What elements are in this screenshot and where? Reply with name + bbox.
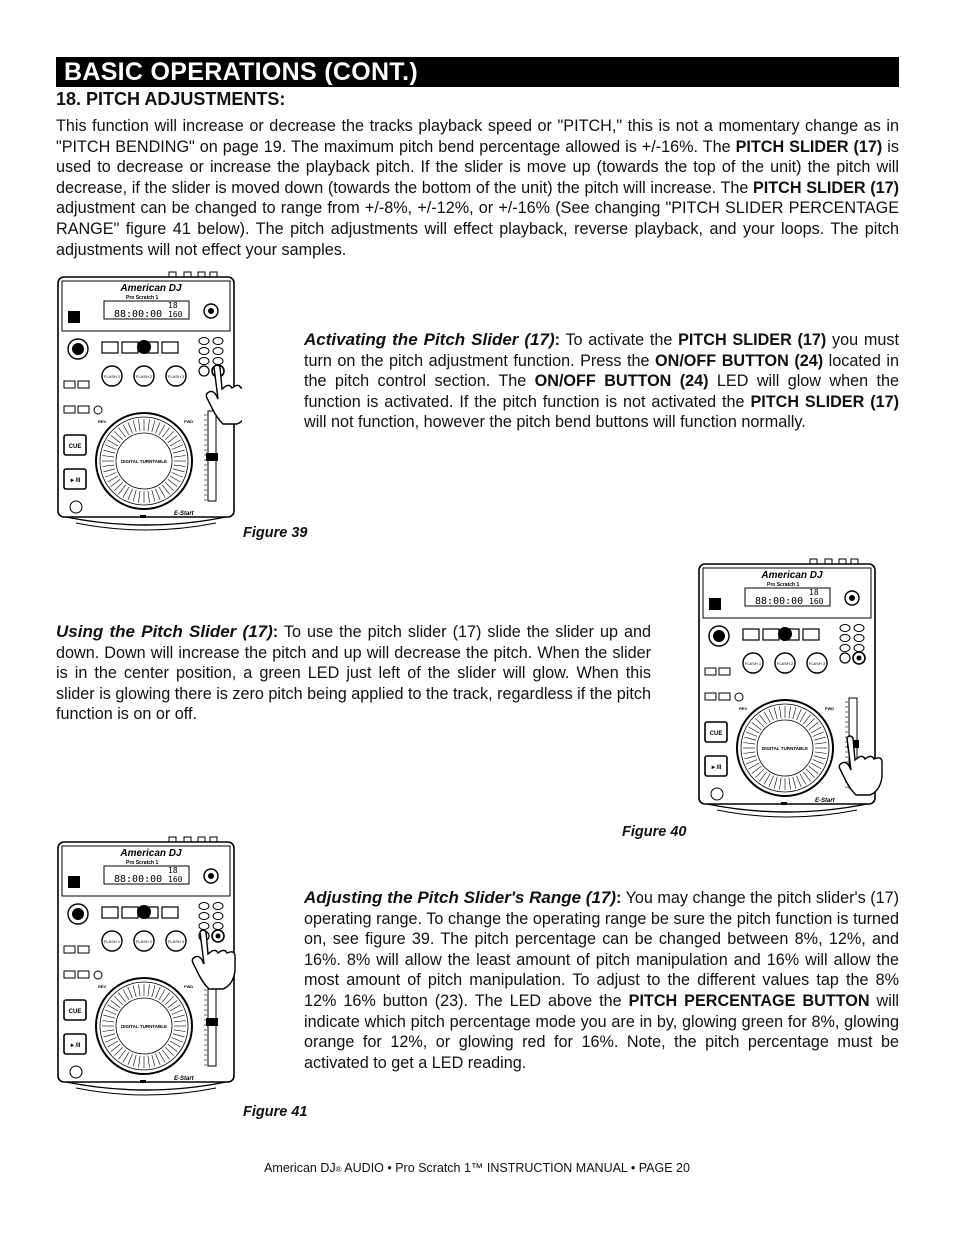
svg-text:E-Start: E-Start [174,1076,194,1082]
svg-text:DIGITAL TURNTABLE: DIGITAL TURNTABLE [762,746,808,751]
activate-paragraph: Activating the Pitch Slider (17): To activate the PITCH SLIDER (17) you must turn on the pitch adjustment function. Press the ON/OFF BUTTON (24) located in the pitch control section. The ON/OFF BUTTON (24) LED will glow when the function is activated. If the pitch function is not activated the PITCH SLIDER (17) will not function, however the pitch bend buttons will function normally. [304,330,899,432]
svg-text:American DJ: American DJ [120,848,182,859]
svg-text:E-Start: E-Start [174,511,194,517]
svg-text:FWD: FWD [825,706,835,711]
svg-text:REV: REV [98,419,107,424]
svg-text:FLASH 1: FLASH 1 [744,661,762,666]
section-banner [56,57,899,87]
svg-text:FWD: FWD [184,419,194,424]
svg-text:FLASH 2: FLASH 2 [135,374,153,379]
svg-text:18: 18 [168,301,178,310]
svg-text:88:00:00: 88:00:00 [114,874,163,885]
section-heading: 18. PITCH ADJUSTMENTS: [56,89,286,109]
svg-text:88:00:00: 88:00:00 [114,309,163,320]
svg-text:►/II: ►/II [710,765,722,771]
svg-text:160: 160 [809,597,824,606]
svg-text:►/II: ►/II [69,1043,81,1049]
intro-paragraph: This function will increase or decrease the tracks playback speed or "PITCH," this is not a momentary change as in "PITCH BENDING" on page 19. The maximum pitch bend percentage allowed is +/-16%. The PITCH SLIDER (17) is used to decrease or increase the playback pitch. If the slider is move up (towards the top of the unit) the pitch will decrease, if the slider is moved down (towards the bottom of the unit) the pitch will increase. The PITCH SLIDER (17) adjustment can be changed to range from +/-8%, +/-12%, or +/-16% (See changing "PITCH SLIDER PERCENTAGE RANGE" figure 41 below). The pitch adjustments will effect playback, reverse playback, and your loops. The pitch adjustments will not effect your samples. [56,117,899,259]
figure-41-caption: Figure 41 [243,1104,308,1120]
using-lead: Using the Pitch Slider (17) [56,622,273,641]
svg-text:E-Start: E-Start [815,798,835,804]
svg-text:FLASH 3: FLASH 3 [808,661,826,666]
svg-text:FLASH 3: FLASH 3 [167,939,185,944]
svg-text:FLASH 1: FLASH 1 [103,374,121,379]
svg-text:CUE: CUE [68,1009,82,1015]
svg-text:REV: REV [98,984,107,989]
figure-39-device-illustration [56,271,242,533]
svg-text:160: 160 [168,310,183,319]
svg-text:FLASH 3: FLASH 3 [167,374,185,379]
activate-lead: Activating the Pitch Slider (17) [304,330,555,349]
adjust-paragraph: Adjusting the Pitch Slider's Range (17): You may change the pitch slider's (17) operating range. To change the operating range be sure the pitch function is turned on, see figure 39. The pitch percentage can be changed between 8%, 12%, and 16%. 8% will allow the least amount of pitch manipulation and 16% will allow the most amount of pitch manipulation. To adjust to the different values tap the 8% 12% 16% button (23). The LED above the PITCH PERCENTAGE BUTTON will indicate which pitch percentage mode you are in by, glowing green for 8%, glowing orange for 12%, or glowing red for 16%. Note, the pitch percentage must be activated to get a LED reading. [304,888,900,1072]
svg-text:18: 18 [809,588,819,597]
svg-text:Pro Scratch 1: Pro Scratch 1 [767,582,800,588]
figure-39-caption: Figure 39 [243,525,308,541]
svg-text:DIGITAL TURNTABLE: DIGITAL TURNTABLE [121,459,167,464]
svg-text:160: 160 [168,875,183,884]
svg-text:REV: REV [739,706,748,711]
svg-text:FLASH 2: FLASH 2 [776,661,794,666]
svg-text:18: 18 [168,866,178,875]
svg-text:CUE: CUE [68,444,82,450]
banner-title: BASIC OPERATIONS (CONT.) [64,58,418,86]
svg-text:FLASH 2: FLASH 2 [135,939,153,944]
svg-text:FLASH 1: FLASH 1 [103,939,121,944]
svg-text:FWD: FWD [184,984,194,989]
figure-40-device-illustration [697,558,883,820]
page-footer: American DJ® AUDIO • Pro Scratch 1™ INSTRUCTION MANUAL • PAGE 20 [264,1161,690,1175]
svg-text:CUE: CUE [709,731,723,737]
svg-text:DIGITAL TURNTABLE: DIGITAL TURNTABLE [121,1024,167,1029]
adjust-lead: Adjusting the Pitch Slider's Range (17) [304,888,617,907]
svg-text:88:00:00: 88:00:00 [755,596,804,607]
svg-text:Pro Scratch 1: Pro Scratch 1 [126,860,159,866]
svg-text:Pro Scratch 1: Pro Scratch 1 [126,295,159,301]
svg-text:American DJ: American DJ [761,570,823,581]
figure-41-device-illustration [56,836,242,1098]
using-paragraph: Using the Pitch Slider (17): To use the pitch slider (17) slide the slider up and down. Down will increase the pitch and up will decrease the pitch. When the slider is in the center position, a green LED just left of the slider will glow. When this slider is glowing there is zero pitch being applied to the track, regardless if the pitch function is on or off. [56,622,651,724]
svg-text:American DJ: American DJ [120,283,182,294]
figure-40-caption: Figure 40 [622,824,687,840]
svg-text:►/II: ►/II [69,478,81,484]
